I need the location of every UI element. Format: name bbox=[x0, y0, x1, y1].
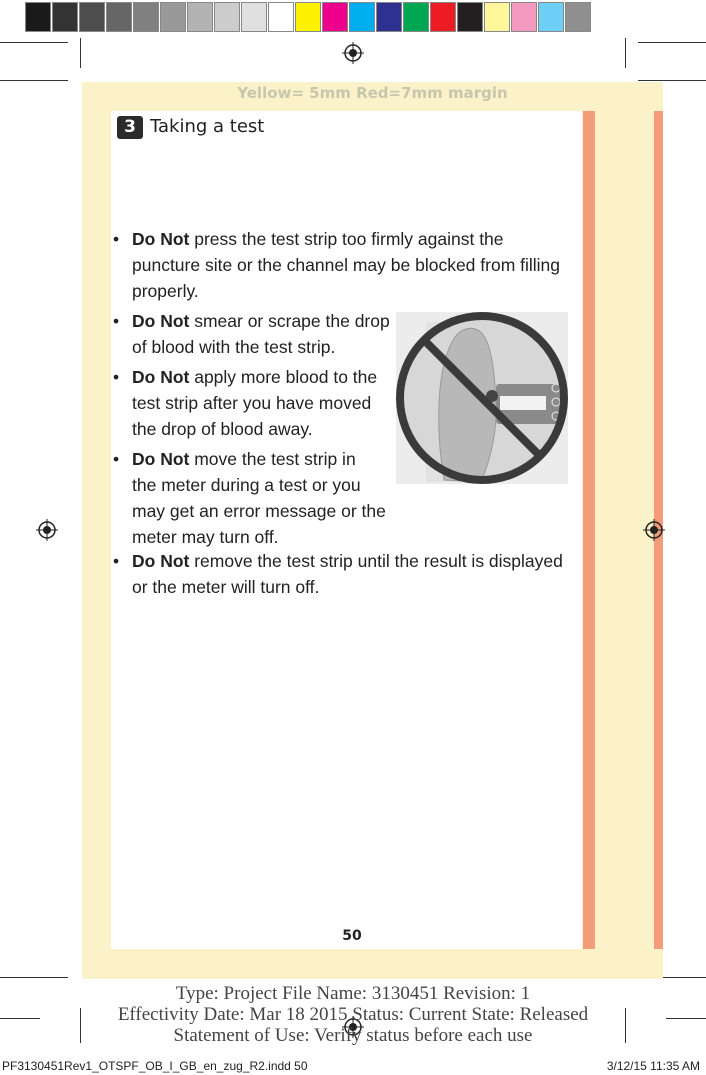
crop-mark bbox=[625, 38, 626, 68]
stamp-line-1: Type: Project File Name: 3130451 Revision: 1 bbox=[175, 983, 531, 1004]
bullet-dot: • bbox=[113, 229, 120, 249]
color-swatch bbox=[484, 2, 510, 32]
no-fingertip-pressing-strip-icon bbox=[396, 312, 568, 484]
color-swatch bbox=[295, 2, 321, 32]
color-swatch bbox=[52, 2, 78, 32]
color-swatch bbox=[430, 2, 456, 32]
bullet-dot: • bbox=[113, 311, 120, 331]
color-swatch bbox=[403, 2, 429, 32]
do-not-label: Do Not bbox=[132, 449, 190, 469]
color-swatch bbox=[268, 2, 294, 32]
do-not-label: Do Not bbox=[132, 367, 190, 387]
stamp-line-2: Effectivity Date: Mar 18 2015 Status: Current State: Released bbox=[117, 1004, 589, 1025]
crop-mark bbox=[0, 977, 68, 978]
do-not-label: Do Not bbox=[132, 551, 190, 571]
crop-mark bbox=[0, 42, 68, 43]
color-swatch bbox=[376, 2, 402, 32]
registration-mark-icon bbox=[36, 519, 58, 541]
crop-mark bbox=[0, 80, 68, 81]
color-swatch bbox=[511, 2, 537, 32]
color-swatch bbox=[133, 2, 159, 32]
do-not-label: Do Not bbox=[132, 229, 190, 249]
color-swatch bbox=[25, 2, 51, 32]
registration-mark-icon bbox=[342, 42, 364, 64]
color-swatch bbox=[322, 2, 348, 32]
color-swatch bbox=[187, 2, 213, 32]
crop-mark bbox=[638, 42, 706, 43]
footer-datetime: 3/12/15 11:35 AM bbox=[606, 1059, 700, 1073]
color-calibration-bar bbox=[25, 2, 592, 32]
color-swatch bbox=[565, 2, 591, 32]
stamp-line-3: Statement of Use: Verify status before each use bbox=[173, 1025, 533, 1046]
margin-note: Yellow= 5mm Red=7mm margin bbox=[237, 84, 508, 102]
crop-mark bbox=[80, 38, 81, 68]
color-swatch bbox=[457, 2, 483, 32]
do-not-label: Do Not bbox=[132, 311, 190, 331]
color-swatch bbox=[214, 2, 240, 32]
bullet-dot: • bbox=[113, 551, 120, 571]
color-swatch bbox=[79, 2, 105, 32]
color-swatch bbox=[241, 2, 267, 32]
red-margin-strip bbox=[583, 111, 595, 949]
bullet-dot: • bbox=[113, 367, 120, 387]
page-number: 50 bbox=[342, 928, 362, 944]
bullet-dot: • bbox=[113, 449, 120, 469]
crop-mark bbox=[638, 80, 706, 81]
color-swatch bbox=[349, 2, 375, 32]
section-title: Taking a test bbox=[150, 116, 265, 137]
color-swatch bbox=[160, 2, 186, 32]
footer-filename: PF3130451Rev1_OTSPF_OB_I_GB_en_zug_R2.indd 50 bbox=[2, 1059, 308, 1073]
color-swatch bbox=[538, 2, 564, 32]
registration-mark-icon bbox=[643, 519, 665, 541]
section-number: 3 bbox=[117, 116, 143, 139]
color-swatch bbox=[106, 2, 132, 32]
